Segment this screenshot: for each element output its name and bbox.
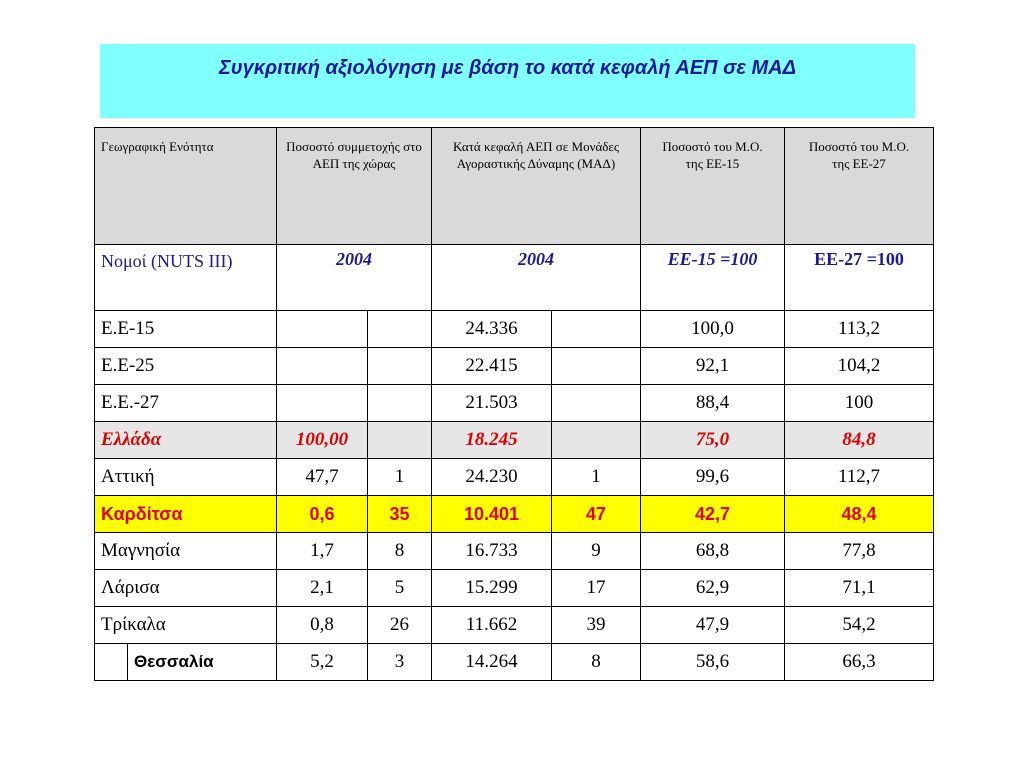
row-name: Καρδίτσα bbox=[95, 496, 277, 533]
row-name: Τρίκαλα bbox=[95, 607, 277, 644]
row-pct-eu27: 71,1 bbox=[785, 570, 934, 607]
row-gdp: 11.662 bbox=[432, 607, 552, 644]
row-gdp-rank: 39 bbox=[552, 607, 641, 644]
table-row bbox=[95, 459, 934, 496]
page-title: Συγκριτική αξιολόγηση με βάση το κατά κεφαλή ΑΕΠ σε ΜΑΔ bbox=[218, 57, 797, 79]
row-pct-eu15: 100,0 bbox=[641, 311, 785, 348]
row-pct-eu27: 77,8 bbox=[785, 533, 934, 570]
row-name: Μαγνησία bbox=[95, 533, 277, 570]
row-pct-eu15: 75,0 bbox=[641, 422, 785, 459]
row-pct-eu15: 42,7 bbox=[641, 496, 785, 533]
row-share-rank: 1 bbox=[368, 459, 432, 496]
row-share-rank bbox=[368, 311, 432, 348]
row-pct-eu27: 112,7 bbox=[785, 459, 934, 496]
row-pct-eu15: 62,9 bbox=[641, 570, 785, 607]
subheader-label: Νομοί (NUTS III) bbox=[95, 245, 277, 311]
table-row-thessaly bbox=[95, 644, 934, 681]
header-share: Ποσοστό συμμετοχής στο ΑΕΠ της χώρας bbox=[277, 128, 432, 245]
row-share: 2,1 bbox=[277, 570, 368, 607]
row-name: Ε.Ε-25 bbox=[95, 348, 277, 385]
table-row bbox=[95, 570, 934, 607]
table-row bbox=[95, 311, 934, 348]
header-pct-eu27-line2: της ΕΕ-27 bbox=[832, 156, 886, 171]
row-name: Ε.Ε.-27 bbox=[95, 385, 277, 422]
row-pct-eu27: 104,2 bbox=[785, 348, 934, 385]
row-share-rank: 3 bbox=[368, 644, 432, 681]
row-share: 100,00 bbox=[277, 422, 368, 459]
table-row-karditsa bbox=[95, 496, 934, 533]
row-gdp: 18.245 bbox=[432, 422, 552, 459]
row-pct-eu27: 48,4 bbox=[785, 496, 934, 533]
row-pct-eu27: 66,3 bbox=[785, 644, 934, 681]
row-indent-cell bbox=[95, 644, 128, 681]
header-row bbox=[95, 128, 934, 245]
row-share-rank: 5 bbox=[368, 570, 432, 607]
row-share bbox=[277, 385, 368, 422]
subheader-year-share: 2004 bbox=[277, 245, 432, 311]
row-share-rank: 35 bbox=[368, 496, 432, 533]
row-gdp: 16.733 bbox=[432, 533, 552, 570]
row-gdp-rank bbox=[552, 422, 641, 459]
comparison-table bbox=[94, 127, 934, 681]
header-pct-eu15-line1: Ποσοστό του Μ.Ο. bbox=[662, 139, 763, 154]
row-name: Ε.Ε-15 bbox=[95, 311, 277, 348]
header-pct-eu15-line2: της ΕΕ-15 bbox=[685, 156, 740, 171]
row-share bbox=[277, 348, 368, 385]
row-share-rank bbox=[368, 385, 432, 422]
row-pct-eu15: 58,6 bbox=[641, 644, 785, 681]
row-share: 1,7 bbox=[277, 533, 368, 570]
row-pct-eu27: 84,8 bbox=[785, 422, 934, 459]
header-pct-eu27 bbox=[785, 128, 934, 245]
row-pct-eu27: 113,2 bbox=[785, 311, 934, 348]
row-gdp-rank bbox=[552, 385, 641, 422]
row-share-rank bbox=[368, 422, 432, 459]
row-gdp-rank: 17 bbox=[552, 570, 641, 607]
subheader-row bbox=[95, 245, 934, 311]
title-banner bbox=[100, 44, 915, 118]
row-share: 0,6 bbox=[277, 496, 368, 533]
row-gdp-rank bbox=[552, 311, 641, 348]
row-gdp-rank: 8 bbox=[552, 644, 641, 681]
header-gdp: Κατά κεφαλή ΑΕΠ σε Μονάδες Αγοραστικής Δύναμης (ΜΑΔ) bbox=[432, 128, 641, 245]
row-name: Αττική bbox=[95, 459, 277, 496]
row-gdp: 22.415 bbox=[432, 348, 552, 385]
row-share: 5,2 bbox=[277, 644, 368, 681]
subheader-eu15: ΕΕ-15 =100 bbox=[641, 245, 785, 311]
row-pct-eu15: 99,6 bbox=[641, 459, 785, 496]
row-share: 47,7 bbox=[277, 459, 368, 496]
row-name: Θεσσαλία bbox=[128, 644, 277, 681]
table-row bbox=[95, 385, 934, 422]
table-row bbox=[95, 348, 934, 385]
header-pct-eu27-line1: Ποσοστό του Μ.Ο. bbox=[808, 139, 910, 154]
subheader-eu27: ΕΕ-27 =100 bbox=[785, 245, 934, 311]
table-row bbox=[95, 533, 934, 570]
row-share: 0,8 bbox=[277, 607, 368, 644]
row-gdp-rank: 1 bbox=[552, 459, 641, 496]
row-gdp-rank bbox=[552, 348, 641, 385]
row-share-rank: 8 bbox=[368, 533, 432, 570]
header-region: Γεωγραφική Ενότητα bbox=[95, 128, 277, 245]
row-name: Ελλάδα bbox=[95, 422, 277, 459]
row-gdp: 24.230 bbox=[432, 459, 552, 496]
subheader-year-gdp: 2004 bbox=[432, 245, 641, 311]
row-share-rank bbox=[368, 348, 432, 385]
row-gdp-rank: 47 bbox=[552, 496, 641, 533]
header-pct-eu15 bbox=[641, 128, 785, 245]
table-row bbox=[95, 607, 934, 644]
row-name: Λάρισα bbox=[95, 570, 277, 607]
row-gdp: 14.264 bbox=[432, 644, 552, 681]
row-gdp-rank: 9 bbox=[552, 533, 641, 570]
row-gdp: 10.401 bbox=[432, 496, 552, 533]
row-gdp: 24.336 bbox=[432, 311, 552, 348]
row-pct-eu27: 100 bbox=[785, 385, 934, 422]
row-pct-eu27: 54,2 bbox=[785, 607, 934, 644]
row-pct-eu15: 68,8 bbox=[641, 533, 785, 570]
row-share bbox=[277, 311, 368, 348]
row-pct-eu15: 88,4 bbox=[641, 385, 785, 422]
row-share-rank: 26 bbox=[368, 607, 432, 644]
row-gdp: 21.503 bbox=[432, 385, 552, 422]
row-pct-eu15: 47,9 bbox=[641, 607, 785, 644]
row-pct-eu15: 92,1 bbox=[641, 348, 785, 385]
table-row-greece bbox=[95, 422, 934, 459]
row-gdp: 15.299 bbox=[432, 570, 552, 607]
